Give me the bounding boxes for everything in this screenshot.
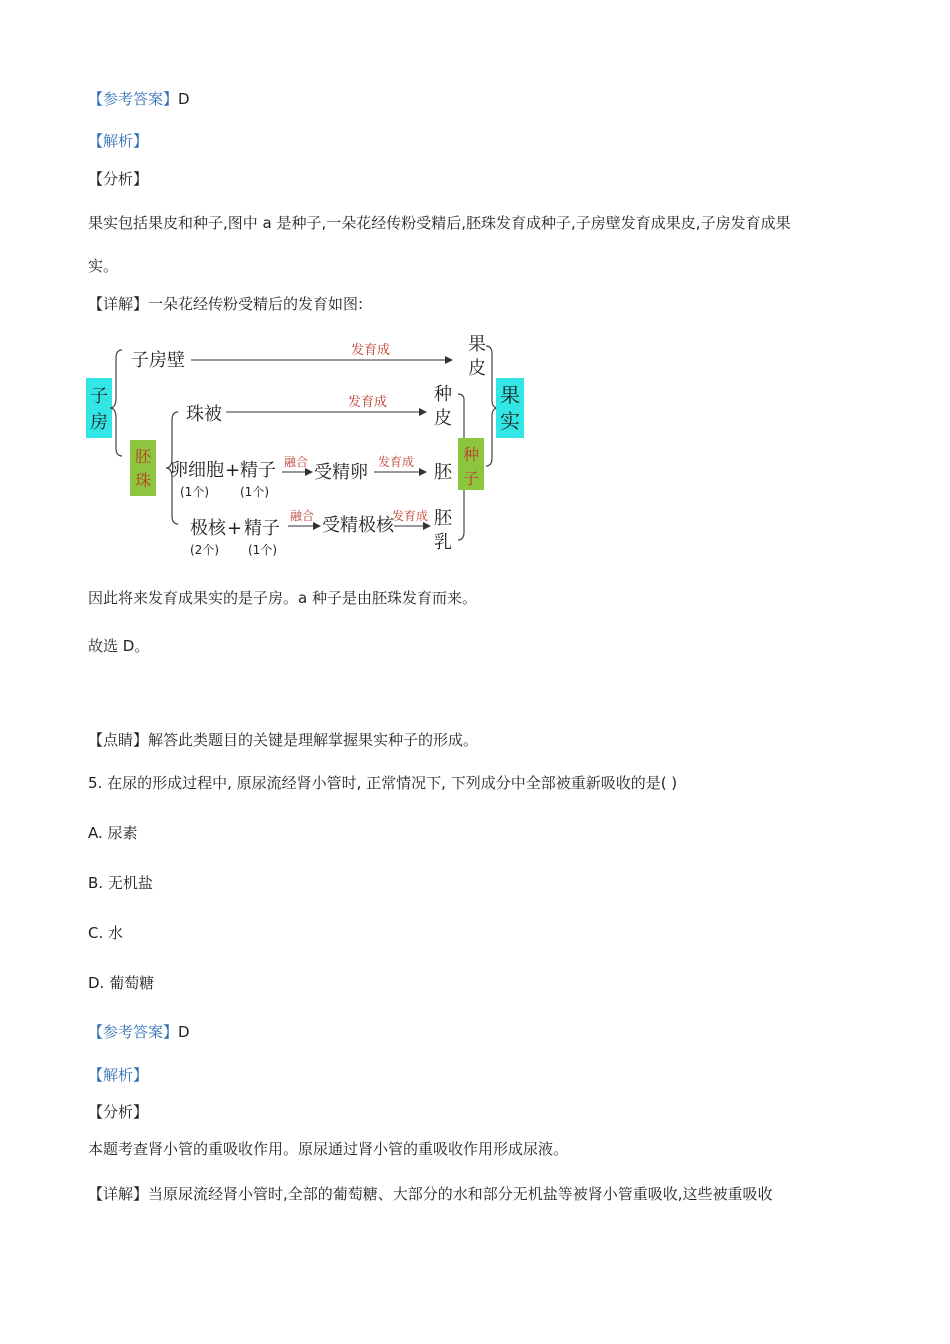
seed-char-1: 种 <box>462 445 480 464</box>
polar-count: (2个) <box>190 543 219 557</box>
q5-option-b: B. 无机盐 <box>88 874 153 892</box>
develop-label-3: 发育成 <box>378 455 415 469</box>
q5-answer-value: D <box>178 1023 190 1041</box>
seed-coat-char-1: 种 <box>434 384 452 405</box>
endosperm-char-2: 乳 <box>434 532 452 553</box>
fusion-label-1: 融合 <box>284 455 309 469</box>
fusion-label-2: 融合 <box>290 509 315 523</box>
q5-fenxi-label: 【分析】 <box>88 1103 149 1121</box>
ovary-char-2: 房 <box>90 412 108 433</box>
endosperm-char-1: 胚 <box>434 508 452 529</box>
zygote-label: 受精卵 <box>314 462 368 483</box>
embryo-label: 胚 <box>434 462 452 483</box>
develop-label-2: 发育成 <box>348 395 388 410</box>
conclusion: 因此将来发育成果实的是子房。a 种子是由胚珠发育而来。 <box>88 589 477 607</box>
ovule-char-1: 胚 <box>134 447 152 466</box>
tip-label: 【点睛】 <box>88 731 149 749</box>
q5-detail-label: 【详解】 <box>88 1185 149 1203</box>
q5-fenxi-text: 本题考查肾小管的重吸收作用。原尿通过肾小管的重吸收作用形成尿液。 <box>88 1140 569 1158</box>
detail-line <box>88 293 363 315</box>
tip-line <box>88 729 478 751</box>
pericarp-char-1: 果 <box>468 334 486 355</box>
seed-brace-top <box>458 394 464 438</box>
polar-label: 极核 <box>190 518 226 539</box>
fruit-char-2: 实 <box>500 409 520 433</box>
q5-option-d: D. 葡萄糖 <box>88 974 155 992</box>
plus-1: + <box>225 460 241 481</box>
fenxi-text-line2: 实。 <box>88 257 119 275</box>
q5-option-a: A. 尿素 <box>88 824 138 842</box>
egg-label: 卵细胞 <box>170 460 224 481</box>
seed-brace-bottom <box>458 488 464 540</box>
sperm-count-1: (1个) <box>240 485 269 499</box>
detail-text: 一朵花经传粉受精后的发育如图: <box>148 295 364 313</box>
sperm-count-2: (1个) <box>248 543 277 557</box>
answer-label: 【参考答案】 <box>88 90 179 108</box>
fruit-char-1: 果 <box>500 383 520 407</box>
choose: 故选 D。 <box>88 637 150 655</box>
ovary-char-1: 子 <box>90 386 108 407</box>
seed-char-2: 子 <box>462 469 480 488</box>
integument-label: 珠被 <box>186 404 222 425</box>
sperm-label-2: 精子 <box>244 518 280 539</box>
ovule-char-2: 珠 <box>134 471 152 490</box>
fenxi-text-line1: 果实包括果皮和种子,图中 a 是种子,一朵花经传粉受精后,胚珠发育成种子,子房壁发育成果皮,子房发育成果 <box>88 214 791 232</box>
tip-text: 解答此类题目的关键是理解掌握果实种子的形成。 <box>148 731 479 749</box>
answer-value: D <box>178 90 190 108</box>
analysis-label: 【解析】 <box>88 132 149 150</box>
develop-label-4: 发育成 <box>392 509 429 523</box>
pericarp-char-2: 皮 <box>468 358 486 379</box>
flower-development-diagram <box>86 328 526 566</box>
detail-label: 【详解】 <box>88 295 149 313</box>
q5-answer-line <box>88 1021 190 1043</box>
q5-analysis-label: 【解析】 <box>88 1066 149 1084</box>
develop-label-1: 发育成 <box>351 343 391 358</box>
plus-2: + <box>227 518 243 539</box>
q5-detail-line <box>88 1183 773 1205</box>
q4-answer-line <box>88 88 190 110</box>
fert-polar-label: 受精极核 <box>322 515 394 536</box>
egg-count: (1个) <box>180 485 209 499</box>
q5-stem: 5. 在尿的形成过程中, 原尿流经肾小管时, 正常情况下, 下列成分中全部被重新吸收的是( ) <box>88 774 678 792</box>
seed-coat-char-2: 皮 <box>434 408 452 429</box>
sperm-label-1: 精子 <box>240 460 276 481</box>
q5-option-c: C. 水 <box>88 924 124 942</box>
fenxi-label: 【分析】 <box>88 170 149 188</box>
q5-detail-text: 当原尿流经肾小管时,全部的葡萄糖、大部分的水和部分无机盐等被肾小管重吸收,这些被重吸收 <box>148 1185 773 1203</box>
q5-answer-label: 【参考答案】 <box>88 1023 179 1041</box>
ovary-wall-label: 子房壁 <box>131 350 185 371</box>
